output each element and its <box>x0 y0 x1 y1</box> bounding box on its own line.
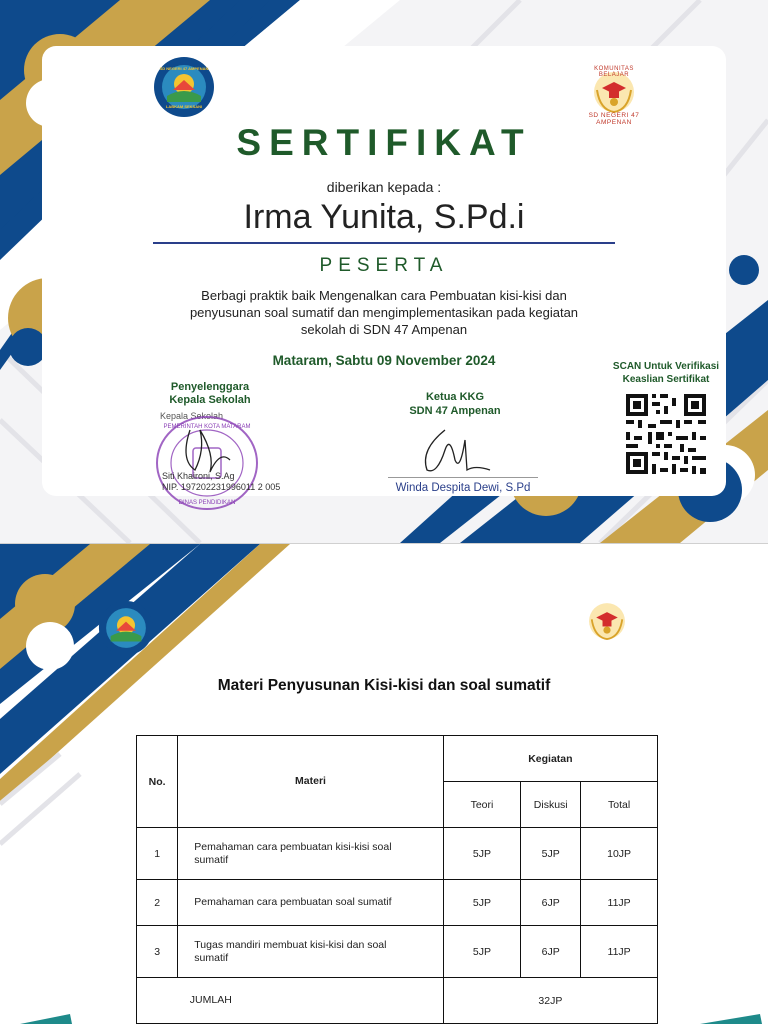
kkg-title-line1: Ketua KKG <box>425 391 485 403</box>
header-diskusi: Diskusi <box>521 782 581 828</box>
header-no: No. <box>137 736 178 828</box>
certificate-description: Berbagi praktik baik Mengenalkan cara Pembuatan kisi-kisi dan penyusunan soal sumatif dan mengimplementasikan pada kegiatan sekolah di SDN 47 Ampenan <box>189 288 579 337</box>
scan-caption <box>596 360 736 386</box>
row-diskusi: 6JP <box>521 880 581 926</box>
table-row-total <box>137 978 658 1024</box>
community-logo-bottom-text: SD NEGERI 47 AMPENAN <box>588 112 640 126</box>
scan-caption-line2: Keaslian Sertifikat <box>622 374 710 385</box>
recipient-role: PESERTA <box>319 255 449 276</box>
school-logo-icon <box>98 600 154 656</box>
stamp-bottom-text: DINAS PENDIDIKAN <box>178 500 236 506</box>
recipient-underline <box>153 242 615 244</box>
jumlah-spacer <box>137 978 178 1024</box>
row-materi: Pemahaman cara pembuatan soal sumatif <box>178 880 443 926</box>
kkg-name: Winda Despita Dewi, S.Pd <box>395 482 531 494</box>
community-logo-icon <box>572 594 642 650</box>
community-logo-top-text: KOMUNITAS BELAJAR <box>594 66 634 78</box>
row-no: 1 <box>137 828 178 880</box>
table-row <box>137 926 658 978</box>
kkg-title-line2: SDN 47 Ampenan <box>409 405 501 417</box>
row-teori: 5JP <box>443 926 520 978</box>
row-teori: 5JP <box>443 880 520 926</box>
jumlah-value: 32JP <box>443 978 657 1024</box>
row-total: 11JP <box>581 926 658 978</box>
row-total: 11JP <box>581 880 658 926</box>
row-no: 3 <box>137 926 178 978</box>
header-kegiatan: Kegiatan <box>443 736 657 782</box>
table-row <box>137 880 658 926</box>
stamp-text: PEMERINTAH KOTA MATARAM <box>163 424 251 430</box>
verification-qr-code[interactable] <box>622 390 710 478</box>
kkg-title <box>380 390 530 418</box>
given-to-label: diberikan kepada : <box>326 179 442 195</box>
scan-caption-line1: SCAN Untuk Verifikasi <box>612 361 720 372</box>
row-teori: 5JP <box>443 828 520 880</box>
organizer-title-line1: Penyelenggara <box>170 381 250 393</box>
recipient-name: Irma Yunita, S.Pd.i <box>243 198 525 236</box>
row-materi: Pemahaman cara pembuatan kisi-kisi soal sumatif <box>178 828 443 880</box>
header-teori: Teori <box>443 782 520 828</box>
organizer-name: Siti Khaironi, S.Ag <box>162 471 235 481</box>
table-row <box>137 828 658 880</box>
school-logo-bottom-text: LABKAM SEKSANI <box>165 104 203 109</box>
organizer-subtitle: Kepala Sekolah <box>160 411 224 421</box>
row-diskusi: 6JP <box>521 926 581 978</box>
row-materi: Tugas mandiri membuat kisi-kisi dan soal sumatif <box>178 926 443 978</box>
kkg-signature-line <box>388 477 538 478</box>
header-materi: Materi <box>178 736 443 828</box>
jumlah-label: JUMLAH <box>178 978 443 1024</box>
row-diskusi: 5JP <box>521 828 581 880</box>
materi-page <box>0 544 768 1024</box>
organizer-nip: NIP. 197202231996011 2 005 <box>162 482 281 492</box>
materi-title: Materi Penyusunan Kisi-kisi dan soal sumatif <box>217 677 551 694</box>
header-total: Total <box>581 782 658 828</box>
organizer-title <box>140 381 280 407</box>
row-no: 2 <box>137 880 178 926</box>
row-total: 10JP <box>581 828 658 880</box>
kkg-signature-icon <box>415 420 495 478</box>
certificate-title: SERTIFIKAT <box>236 122 532 163</box>
organizer-title-line2: Kepala Sekolah <box>169 394 251 406</box>
materi-table <box>136 735 658 1024</box>
certificate-date: Mataram, Sabtu 09 November 2024 <box>272 353 496 368</box>
school-logo-top-text: SD NEGERI 47 AMPENAN <box>159 66 209 71</box>
